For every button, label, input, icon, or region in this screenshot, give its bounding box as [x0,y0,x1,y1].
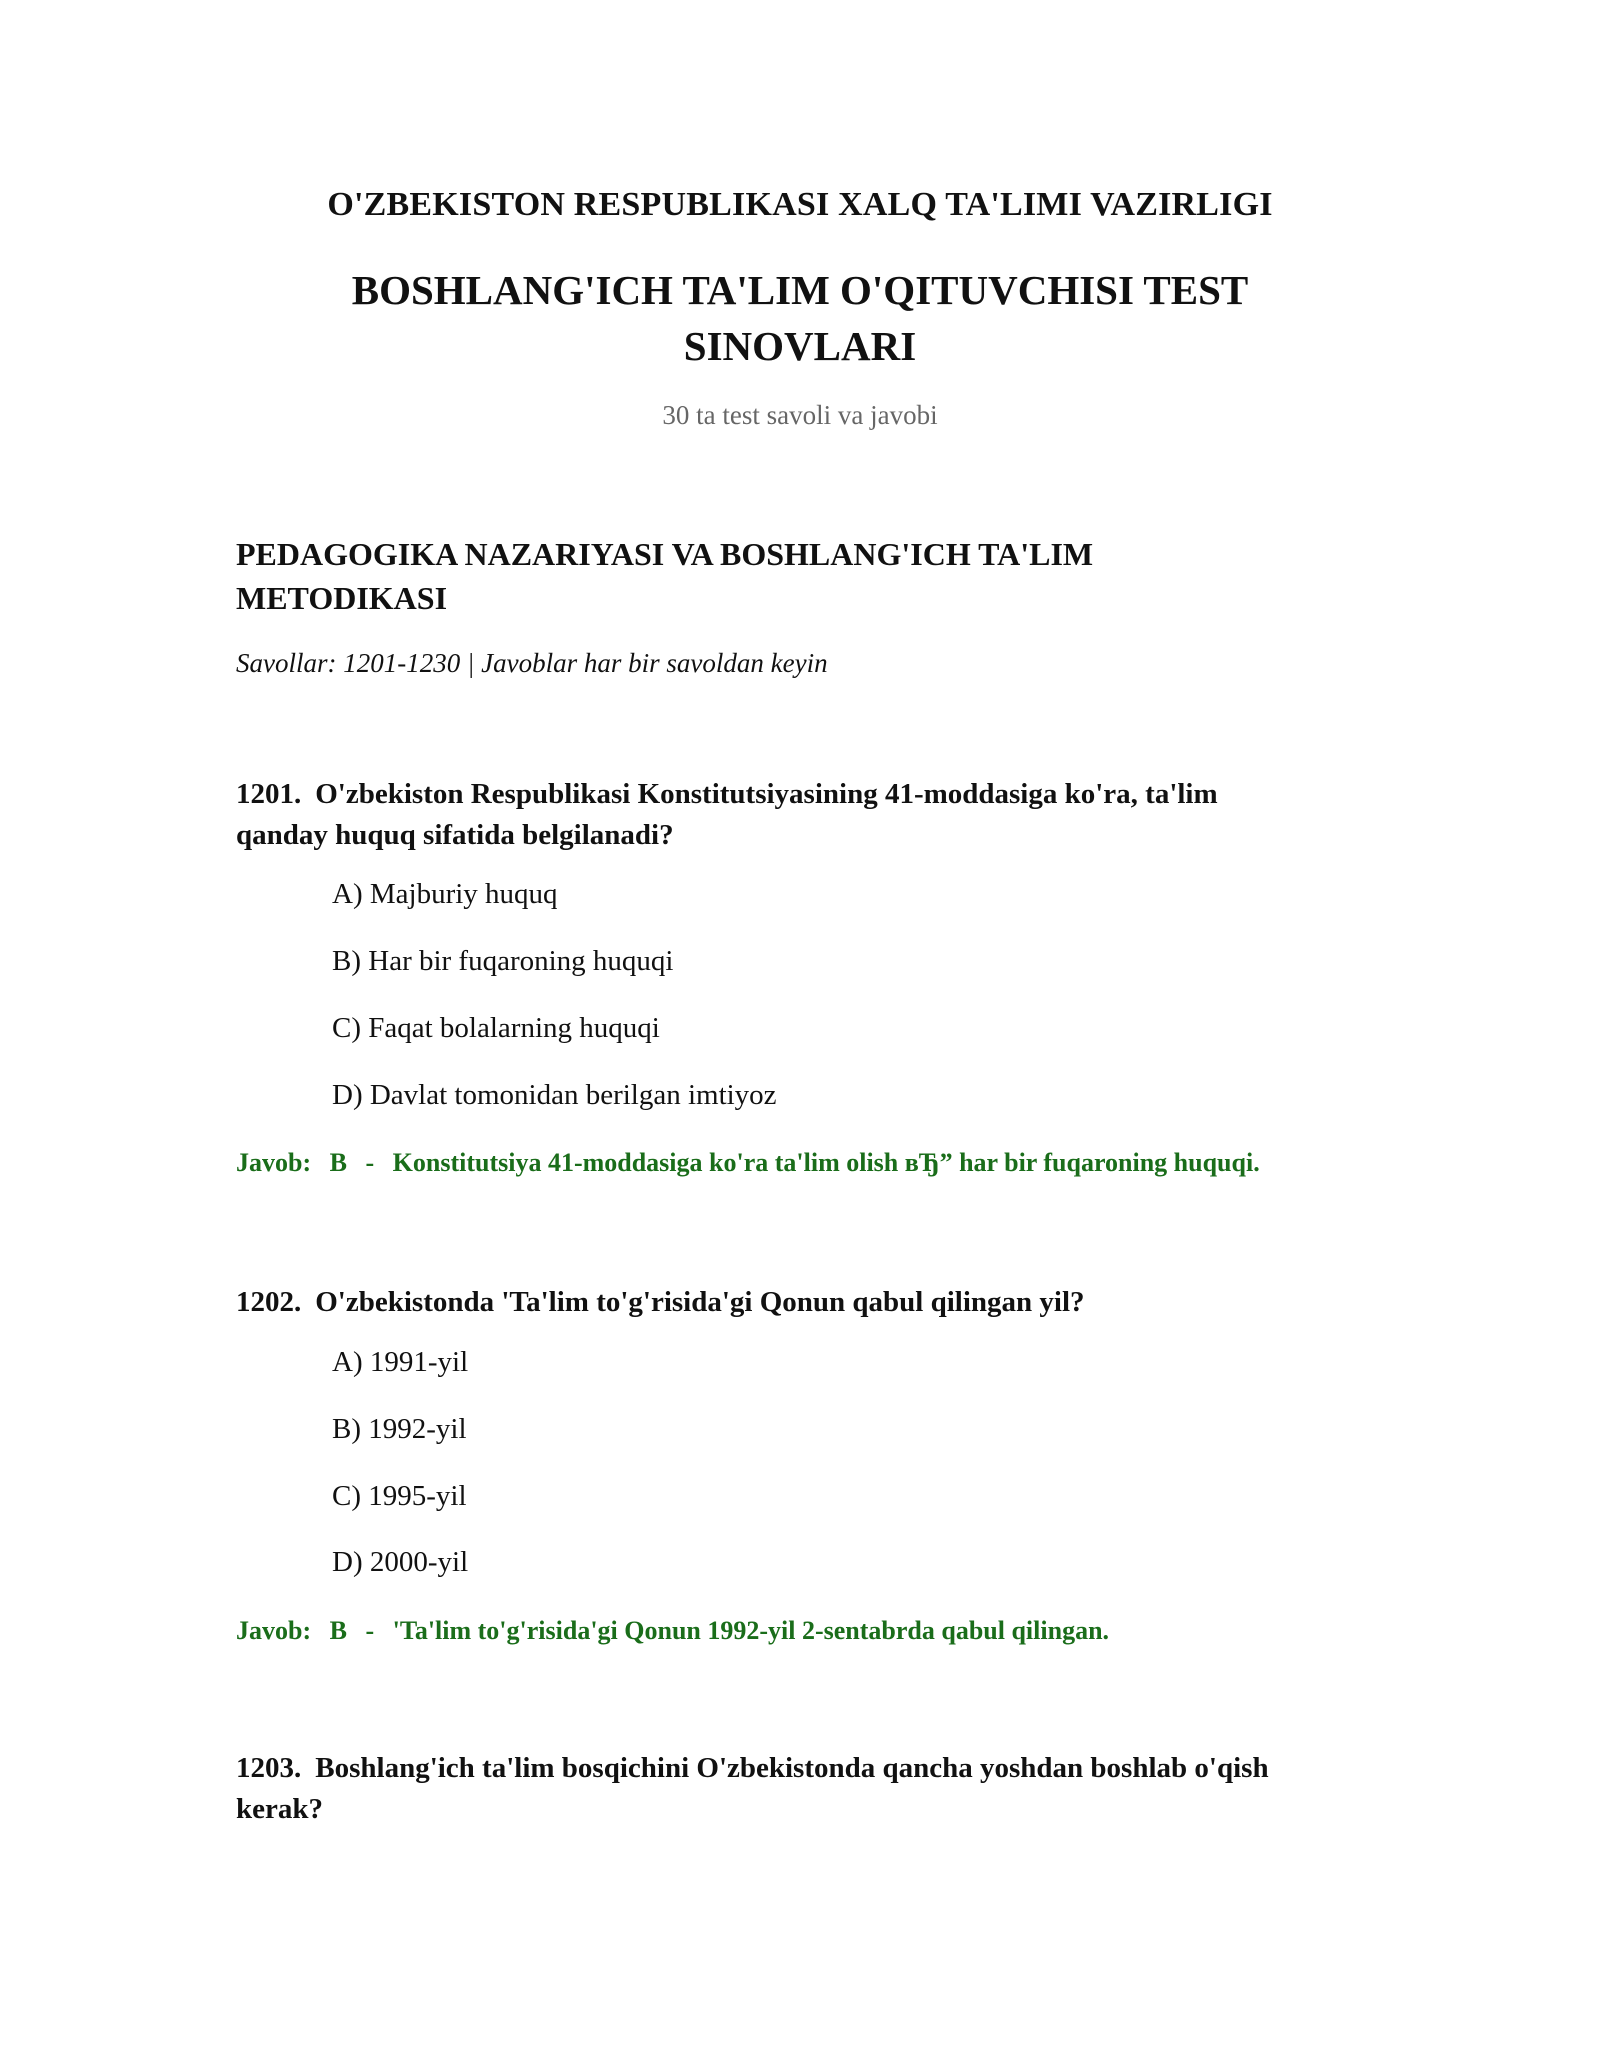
question-1203 [236,1748,1376,1830]
question-text-line-1 [236,1282,1376,1323]
option-a: A) Majburiy huquq [332,878,558,910]
question-text: O'zbekiston Respublikasi Konstitutsiyasining 41-moddasiga ko'ra, ta'lim [315,778,1218,810]
question-text: O'zbekistonda 'Ta'lim to'g'risida'gi Qonun qabul qilingan yil? [315,1286,1085,1318]
question-text-line-2: qanday huquq sifatida belgilanadi? [236,819,674,851]
answer-dash: - [365,1616,375,1645]
question-1201 [236,774,1376,856]
question-number: 1201. [236,778,302,810]
question-1202 [236,1282,1376,1323]
option-d: D) 2000-yil [332,1546,469,1578]
question-text-line-1 [236,774,1376,815]
question-number: 1202. [236,1286,302,1318]
question-text-line-2: kerak? [236,1793,323,1825]
question-text: Boshlang'ich ta'lim bosqichini O'zbekistonda qancha yoshdan boshlab o'qish [315,1752,1269,1784]
answer-label: Javob: [236,1616,312,1645]
section-title-line-1: PEDAGOGIKA NAZARIYASI VA BOSHLANG'ICH TA'LIM [236,536,1094,572]
answer-1202 [236,1616,1416,1646]
section-note: Savollar: 1201-1230 | Javoblar har bir savoldan keyin [236,648,828,678]
document-title [0,262,1600,374]
question-number: 1203. [236,1752,302,1784]
option-a: A) 1991-yil [332,1346,469,1378]
option-d: D) Davlat tomonidan berilgan imtiyoz [332,1079,777,1111]
option-c: C) 1995-yil [332,1480,467,1512]
section-title-line-2: METODIKASI [236,580,448,616]
answer-explanation: Konstitutsiya 41-moddasiga ko'ra ta'lim olish вЂ” har bir fuqaroning huquqi. [392,1148,1260,1177]
ministry-heading: O'ZBEKISTON RESPUBLIKASI XALQ TA'LIMI VAZIRLIGI [327,186,1273,223]
option-c: C) Faqat bolalarning huquqi [332,1012,660,1044]
document-subtitle: 30 ta test savoli va javobi [662,400,938,430]
answer-letter: B [329,1616,347,1645]
option-b: B) 1992-yil [332,1413,467,1445]
question-text-line-1 [236,1748,1376,1789]
answer-dash: - [365,1148,375,1177]
answer-letter: B [329,1148,347,1177]
answer-1201 [236,1148,1416,1178]
section-title [236,532,1236,620]
answer-explanation: 'Ta'lim to'g'risida'gi Qonun 1992-yil 2-sentabrda qabul qilingan. [392,1616,1110,1645]
answer-label: Javob: [236,1148,312,1177]
document-title-line-2: SINOVLARI [683,323,917,369]
document-title-line-1: BOSHLANG'ICH TA'LIM O'QITUVCHISI TEST [351,267,1249,313]
option-b: B) Har bir fuqaroning huquqi [332,945,674,977]
